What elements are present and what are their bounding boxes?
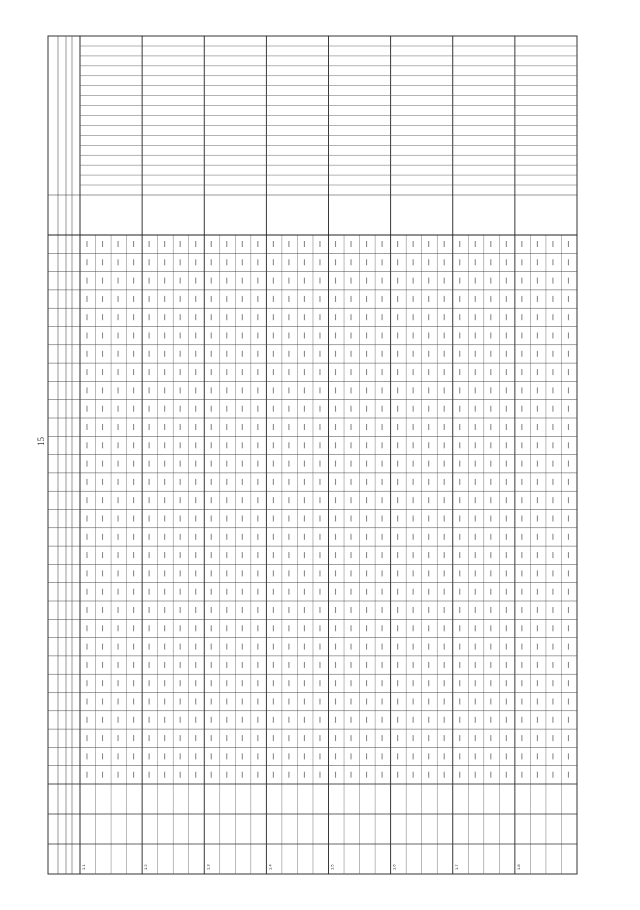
group-code-label: 1.6 — [391, 864, 397, 870]
group-code-label: 1.3 — [205, 864, 211, 870]
group-code-label: 1.5 — [329, 864, 335, 870]
group-code-label: 1.8 — [515, 864, 521, 870]
group-code-label: 1.7 — [453, 864, 459, 870]
table-border — [48, 36, 577, 874]
page-number: 15 — [36, 437, 46, 446]
group-code-label: 1.1 — [81, 864, 86, 870]
group-code-label: 1.2 — [143, 864, 149, 870]
group-code-label: 1.4 — [267, 864, 273, 870]
